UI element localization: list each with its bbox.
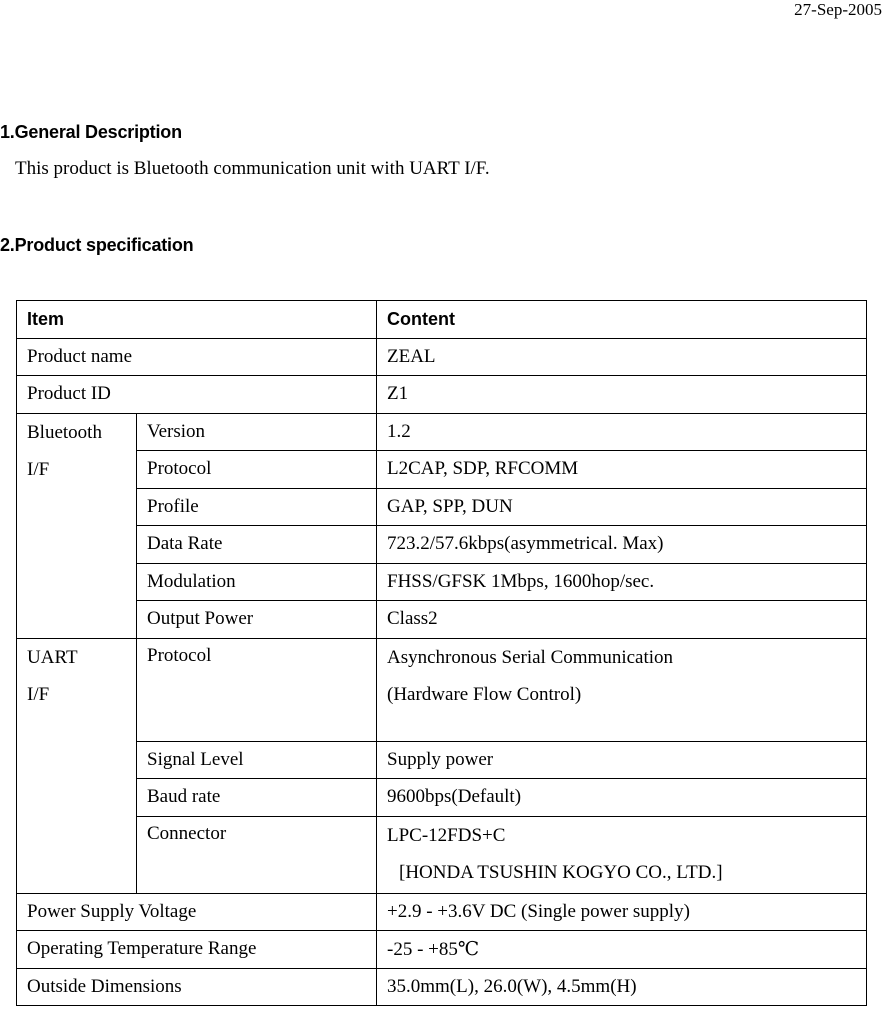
group-label-line: I/F: [27, 458, 50, 480]
row-label: Operating Temperature Range: [17, 931, 377, 969]
row-label: Signal Level: [137, 741, 377, 779]
row-value: GAP, SPP, DUN: [377, 488, 867, 526]
row-value: Z1: [377, 376, 867, 414]
row-value: 35.0mm(L), 26.0(W), 4.5mm(H): [377, 968, 867, 1006]
row-value: [377, 638, 867, 741]
group-label-line: UART: [27, 646, 78, 668]
value-line: (Hardware Flow Control): [387, 683, 582, 705]
section-2-heading: 2.Product specification: [0, 235, 194, 255]
row-value: +2.9 - +3.6V DC (Single power supply): [377, 893, 867, 931]
group-label-line: I/F: [27, 683, 50, 705]
row-label: Baud rate: [137, 779, 377, 817]
row-value: Supply power: [377, 741, 867, 779]
table-row: [17, 779, 867, 817]
row-label: Modulation: [137, 563, 377, 601]
row-label: Connector: [137, 816, 377, 893]
row-label: Protocol: [137, 638, 377, 741]
value-line: Asynchronous Serial Communication: [387, 646, 674, 668]
product-spec-table: [16, 300, 867, 1006]
general-description-text: This product is Bluetooth communication unit with UART I/F.: [15, 158, 490, 179]
header-content: Content: [377, 301, 867, 339]
row-value: [377, 816, 867, 893]
table-row: [17, 638, 867, 741]
table-header-row: [17, 301, 867, 339]
row-value: ZEAL: [377, 338, 867, 376]
row-label: Data Rate: [137, 526, 377, 564]
table-row: [17, 376, 867, 414]
table-row: [17, 488, 867, 526]
group-label-line: Bluetooth: [27, 421, 102, 443]
table-row: [17, 563, 867, 601]
uart-group-label: [17, 638, 137, 893]
section-1-heading: 1.General Description: [0, 122, 182, 142]
value-line: LPC-12FDS+C: [387, 824, 506, 846]
table-row: [17, 741, 867, 779]
row-value: FHSS/GFSK 1Mbps, 1600hop/sec.: [377, 563, 867, 601]
row-value: 1.2: [377, 413, 867, 451]
row-label: Version: [137, 413, 377, 451]
table-row: [17, 526, 867, 564]
value-line: [HONDA TSUSHIN KOGYO CO., LTD.]: [399, 861, 723, 883]
row-value: -25 - +85℃: [377, 931, 867, 969]
table-row: [17, 601, 867, 639]
table-row: [17, 338, 867, 376]
table-row: [17, 451, 867, 489]
table-row: [17, 413, 867, 451]
row-label: Product ID: [17, 376, 377, 414]
bluetooth-group-label: [17, 413, 137, 638]
document-date: 27-Sep-2005: [794, 0, 882, 19]
header-item: Item: [17, 301, 377, 339]
row-label: Protocol: [137, 451, 377, 489]
row-label: Profile: [137, 488, 377, 526]
row-label: Output Power: [137, 601, 377, 639]
table-row: [17, 893, 867, 931]
row-value: L2CAP, SDP, RFCOMM: [377, 451, 867, 489]
row-value: 723.2/57.6kbps(asymmetrical. Max): [377, 526, 867, 564]
table-row: [17, 931, 867, 969]
table-row: [17, 968, 867, 1006]
row-label: Outside Dimensions: [17, 968, 377, 1006]
row-value: Class2: [377, 601, 867, 639]
row-label: Power Supply Voltage: [17, 893, 377, 931]
row-label: Product name: [17, 338, 377, 376]
row-value: 9600bps(Default): [377, 779, 867, 817]
table-row: [17, 816, 867, 893]
